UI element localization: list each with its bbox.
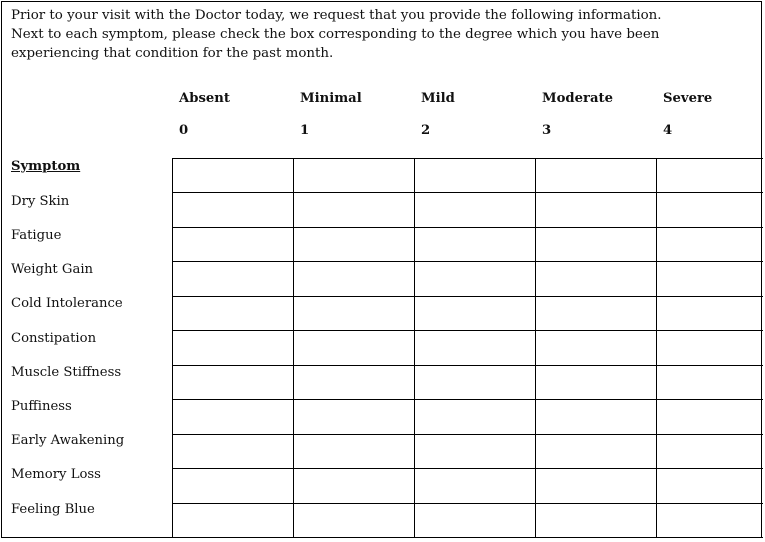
scale-label-absent: Absent	[179, 91, 230, 106]
symptom-label-weight-gain: Weight Gain	[11, 262, 94, 277]
severity-checkbox-cell[interactable]	[173, 400, 294, 434]
severity-checkbox-cell[interactable]	[294, 331, 415, 365]
severity-checkbox-cell[interactable]	[415, 331, 536, 365]
severity-checkbox-cell[interactable]	[536, 331, 657, 365]
header-cell	[657, 159, 763, 193]
severity-checkbox-cell[interactable]	[415, 366, 536, 400]
severity-checkbox-cell[interactable]	[415, 297, 536, 331]
severity-checkbox-cell[interactable]	[173, 504, 294, 538]
severity-checkbox-cell[interactable]	[536, 297, 657, 331]
severity-checkbox-cell[interactable]	[536, 366, 657, 400]
severity-checkbox-cell[interactable]	[294, 504, 415, 538]
severity-checkbox-cell[interactable]	[415, 435, 536, 469]
severity-checkbox-cell[interactable]	[657, 469, 763, 503]
symptom-column-header: Symptom	[11, 159, 81, 174]
severity-checkbox-cell[interactable]	[536, 193, 657, 227]
severity-checkbox-cell[interactable]	[415, 193, 536, 227]
header-cell	[173, 159, 294, 193]
severity-checkbox-cell[interactable]	[657, 331, 763, 365]
severity-checkbox-cell[interactable]	[294, 193, 415, 227]
severity-checkbox-cell[interactable]	[657, 366, 763, 400]
scale-label-severe: Severe	[663, 91, 713, 106]
instructions-line-2: Next to each symptom, please check the box corresponding to the degree which you have been	[11, 27, 660, 42]
severity-checkbox-cell[interactable]	[173, 228, 294, 262]
severity-checkbox-cell[interactable]	[173, 297, 294, 331]
scale-value-1: 1	[300, 123, 310, 138]
severity-checkbox-cell[interactable]	[415, 469, 536, 503]
severity-checkbox-cell[interactable]	[657, 193, 763, 227]
header-cell	[536, 159, 657, 193]
severity-checkbox-cell[interactable]	[173, 262, 294, 296]
severity-checkbox-cell[interactable]	[536, 435, 657, 469]
severity-checkbox-cell[interactable]	[536, 469, 657, 503]
severity-checkbox-cell[interactable]	[294, 400, 415, 434]
symptom-questionnaire	[1, 1, 762, 538]
symptom-label-constipation: Constipation	[11, 331, 97, 346]
severity-checkbox-cell[interactable]	[173, 193, 294, 227]
severity-checkbox-cell[interactable]	[173, 469, 294, 503]
scale-label-minimal: Minimal	[300, 91, 362, 106]
severity-checkbox-cell[interactable]	[536, 228, 657, 262]
severity-checkbox-cell[interactable]	[415, 228, 536, 262]
header-cell	[415, 159, 536, 193]
symptom-label-muscle-stiffness: Muscle Stiffness	[11, 365, 122, 380]
symptom-label-cold-intolerance: Cold Intolerance	[11, 296, 123, 311]
severity-checkbox-cell[interactable]	[173, 366, 294, 400]
severity-checkbox-cell[interactable]	[415, 504, 536, 538]
severity-checkbox-cell[interactable]	[536, 262, 657, 296]
scale-label-moderate: Moderate	[542, 91, 613, 106]
symptom-label-early-awakening: Early Awakening	[11, 433, 125, 448]
severity-checkbox-cell[interactable]	[536, 400, 657, 434]
symptom-label-memory-loss: Memory Loss	[11, 467, 101, 482]
severity-checkbox-cell[interactable]	[173, 435, 294, 469]
severity-checkbox-cell[interactable]	[657, 400, 763, 434]
scale-value-3: 3	[542, 123, 552, 138]
severity-checkbox-cell[interactable]	[294, 435, 415, 469]
symptom-label-fatigue: Fatigue	[11, 228, 62, 243]
severity-checkbox-cell[interactable]	[415, 262, 536, 296]
severity-grid	[172, 158, 763, 538]
severity-checkbox-cell[interactable]	[294, 228, 415, 262]
symptom-label-puffiness: Puffiness	[11, 399, 72, 414]
scale-value-2: 2	[421, 123, 431, 138]
severity-checkbox-cell[interactable]	[294, 262, 415, 296]
severity-checkbox-cell[interactable]	[415, 400, 536, 434]
severity-checkbox-cell[interactable]	[294, 469, 415, 503]
severity-checkbox-cell[interactable]	[657, 297, 763, 331]
severity-checkbox-cell[interactable]	[294, 366, 415, 400]
severity-checkbox-cell[interactable]	[657, 262, 763, 296]
symptom-label-feeling-blue: Feeling Blue	[11, 502, 95, 517]
scale-value-4: 4	[663, 123, 673, 138]
severity-checkbox-cell[interactable]	[657, 504, 763, 538]
symptom-label-dry-skin: Dry Skin	[11, 194, 70, 209]
scale-label-mild: Mild	[421, 91, 455, 106]
header-cell	[294, 159, 415, 193]
severity-checkbox-cell[interactable]	[536, 504, 657, 538]
severity-checkbox-cell[interactable]	[657, 435, 763, 469]
severity-checkbox-cell[interactable]	[294, 297, 415, 331]
scale-value-0: 0	[179, 123, 189, 138]
severity-checkbox-cell[interactable]	[173, 331, 294, 365]
instructions-line-1: Prior to your visit with the Doctor today, we request that you provide the following information.	[11, 8, 662, 23]
instructions	[11, 6, 756, 63]
severity-checkbox-cell[interactable]	[657, 228, 763, 262]
instructions-line-3: experiencing that condition for the past month.	[11, 46, 334, 61]
